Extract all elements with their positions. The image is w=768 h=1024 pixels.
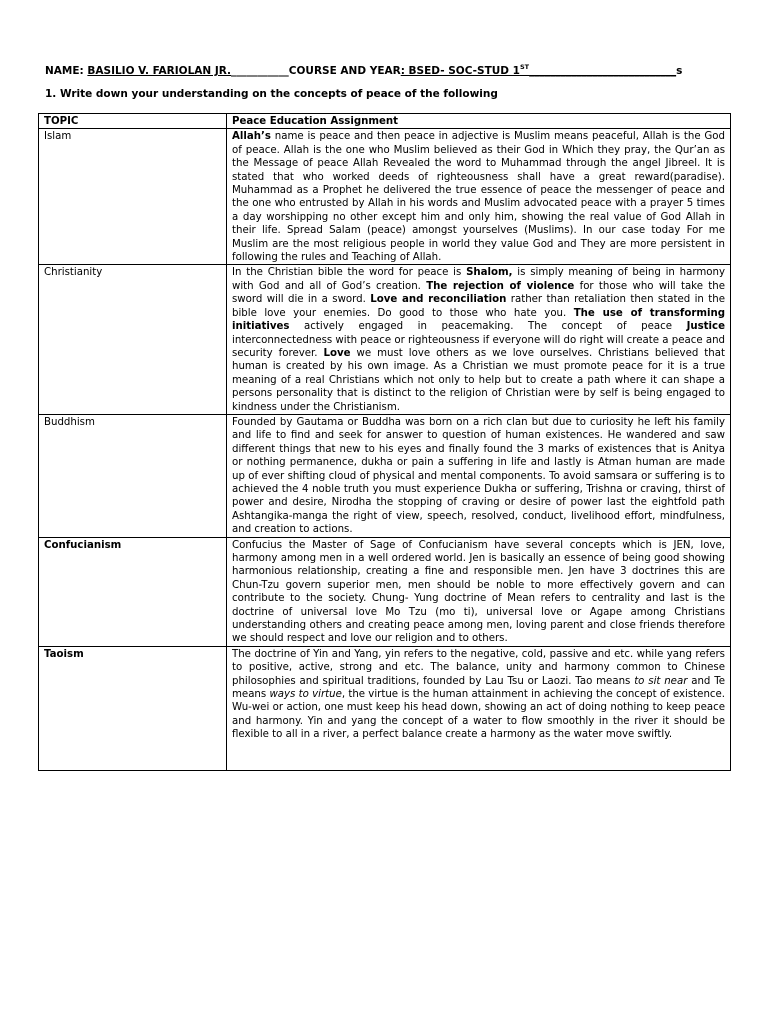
table-row [39,265,731,414]
text-segment: ways to virtue [269,689,342,701]
text-segment: is simply meaning of being in harmony with God and all of God’s creation. [232,267,726,292]
topic-cell: Buddhism [39,414,227,537]
course-superscript: ST [519,63,530,71]
topic-cell: Confucianism [39,537,227,646]
name-blank: ___________ [231,65,289,77]
text-segment: Confucius the Master of Sage of Confucianism have several concepts which is JEN, love, harmony among men in a well ordered world. Jen is basically an essence of being good showing harmonious relationship, creating a fine and responsible men. Jen have 3 doctrines this are Chun-Tzu govern superior men, men should be noble to more effectively govern and can contribute to the society. Chung- Yung doctrine of Mean refers to centrality and last is the doctrine of universal love Mo Tzu (mo ti), universal love or Agape among Christians understanding others and creating peace among men, loving parent and close friends therefore we should respect and love our religion and to others. [232,539,725,645]
text-segment: name is peace and then peace in adjective is Muslim means peaceful, Allah is the God of peace. Allah is the one who Muslim believed as their God in Which they pray, the Qur’an as the Message of peace Allah Revealed the word to Muhammad through the angel Jibreel. It is stated that who worked deeds of righteousness shall have a great reward(paradise). Muhammad as a Prophet he delivered the true essence of peace the messenger of peace and the one who entrusted by Allah in his words and Muslim advocated peace with a prayer 5 times a day worshipping no other except him and only him, showing the real value of God Allah in their life. Spread Salam (peace) amongst yourselves (Muslims). In our case today For me Muslim are the most religious people in world they value God and They are more persistent in following the rules and Teaching of Allah. [232,131,725,264]
text-segment: Allah’s [232,131,271,143]
table-row [39,646,731,770]
text-segment: actively engaged in peacemaking. The concept of peace [289,321,687,333]
course-value-text: : BSED- SOC-STUD 1 [400,65,520,77]
text-segment: Shalom, [466,267,513,279]
text-segment: Justice [686,321,725,333]
text-segment: interconnectedness with peace or righteousness if everyone will do right will create a peace and security forever. [232,334,725,359]
topic-cell: Christianity [39,265,227,414]
text-segment: Love [323,347,351,359]
column-header-topic: TOPIC [39,114,227,129]
text-segment: Founded by Gautama or Buddha was born on a rich clan but due to curiosity he left his family and life to find and seek for answer to question of human existences. He wandered and saw different things that new to his eyes and finally found the 3 marks of existences that is Anitya or nothing permanence, dukha or pain a suffering in life and lastly is Atman human are made up of ever shifting cloud of physical and mental components. To avoid samsara or suffering is to achieved the 4 noble truth you must experience Dukha or suffering, Trishna or craving, thirst of power and desire, Nirodha the stopping of craving or desire of power last the eightfold path Ashtangika-manga the right of view, speech, resolved, conduct, livelihood effort, mindfulness, and creation to actions. [232,416,725,536]
peace-concepts-table [38,113,731,771]
student-info-line [45,63,682,77]
course-label: COURSE AND YEAR [288,65,401,77]
text-segment: to sit near [634,675,688,687]
course-blank: ____________________________ [529,65,677,77]
name-label: NAME: [45,65,88,77]
name-value: BASILIO V. FARIOLAN JR. [87,65,232,77]
table-row [39,414,731,537]
course-value [401,65,529,77]
question-heading: 1. Write down your understanding on the concepts of peace of the following [45,88,498,100]
text-segment: for those who will take the sword will die in a sword. [232,280,726,306]
table-row [39,129,731,265]
table-row [39,537,731,646]
trailing-char: s [676,65,683,77]
topic-cell: Taoism [39,646,227,770]
text-segment: The use of transforming initiatives [232,307,725,333]
assignment-cell [227,129,731,265]
topic-cell: Islam [39,129,227,265]
text-segment: Love and reconciliation [370,294,507,306]
text-segment: The rejection of violence [426,280,575,292]
text-segment: , the virtue is the human attainment in achieving the concept of existence. Wu-wei or action, one must keep his head down, showing an act of doing nothing to keep peace and harmony. Yin and yang the concept of a water to flow smoothly in the river it should be flexible to all in a river, a perfect balance create a harmony as the water move swiftly. [232,689,726,741]
assignment-cell [227,537,731,646]
text-segment: and Te means [232,675,725,701]
column-header-assignment: Peace Education Assignment [227,114,731,129]
table-body [39,129,731,770]
table-header-row [39,114,731,129]
text-segment: we must love others as we love ourselves. Christians believed that human is created by his own image. As a Christian we must promote peace for it is a true meaning of a real Christians which not only to help but to create a path where it can shape a persons personality that is distinct to the religion of Christian were by self is being engaged to kindness under the Christianism. [232,347,725,413]
assignment-cell [227,265,731,414]
text-segment: rather than retaliation then stated in the bible love your enemies. Do good to those who hate you. [232,294,726,319]
text-segment: The doctrine of Yin and Yang, yin refers to the negative, cold, passive and etc. while yang refers to positive, active, strong and etc. The balance, unity and harmony common to Chinese philosophies and spiritual traditions, founded by Lau Tsu or Laozi. Tao means [232,648,725,687]
assignment-cell [227,414,731,537]
assignment-cell [227,646,731,770]
text-segment: In the Christian bible the word for peace is [232,267,467,279]
